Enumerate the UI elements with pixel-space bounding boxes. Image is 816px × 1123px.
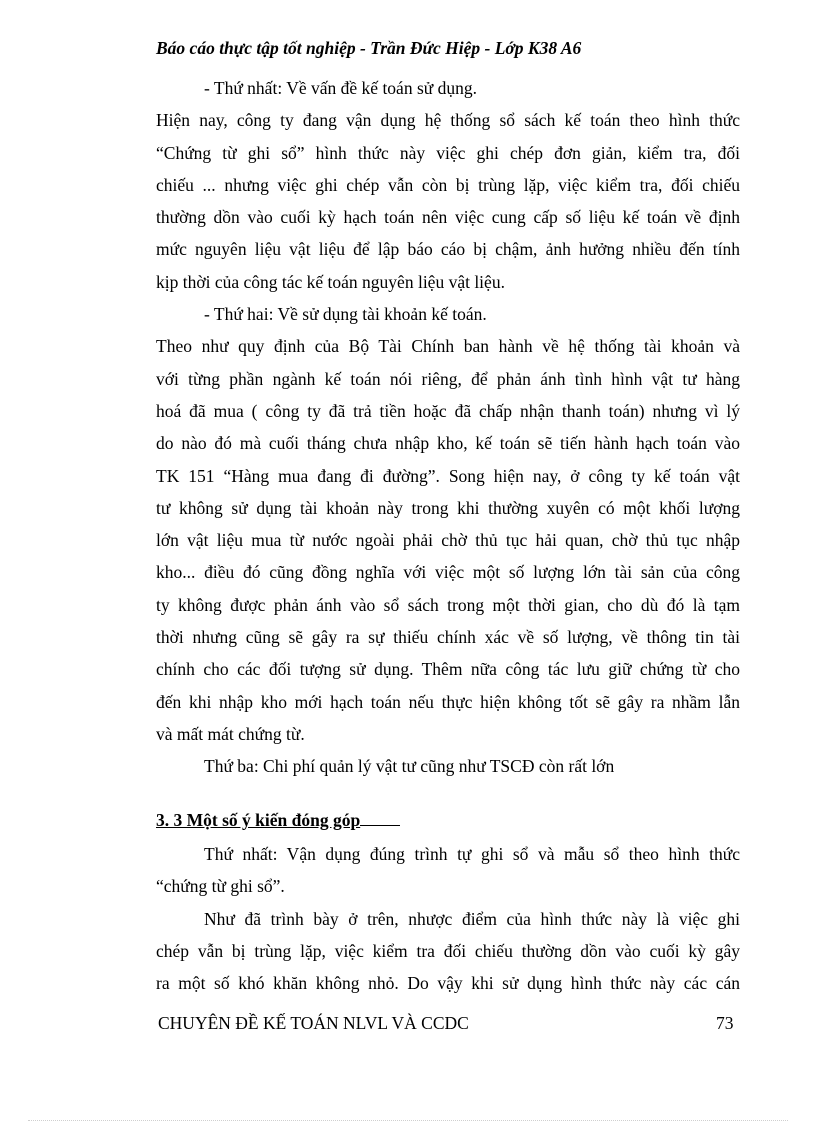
section-body-2 (156, 838, 740, 999)
paragraph-line: chép vẫn bị trùng lặp, việc kiểm tra đối chiếu thường dồn vào cuối kỳ gây (156, 940, 740, 961)
paragraph-line: Như đã trình bày ở trên, nhược điểm của hình thức này là việc ghi (204, 908, 740, 929)
paragraph-line: kịp thời của công tác kế toán nguyên liệu vật liệu. (156, 271, 505, 292)
paragraph-line: chính cho các đối tượng sử dụng. Thêm nữa công tác lưu giữ chứng từ cho (156, 659, 740, 680)
paragraph-line: Hiện nay, công ty đang vận dụng hệ thống sổ sách kế toán theo hình thức (156, 110, 740, 131)
paragraph-line: và mất mát chứng từ. (156, 723, 305, 744)
paragraph-line: tư không sử dụng tài khoản này trong khi thường xuyên có một khối lượng (156, 497, 740, 518)
paragraph-line: Theo như quy định của Bộ Tài Chính ban hành về hệ thống tài khoản và (156, 336, 740, 357)
paragraph-line: mức nguyên liệu vật liệu để lập báo cáo bị chậm, ảnh hưởng nhiều đến tính (156, 239, 740, 260)
paragraph-line: do nào đó mà cuối tháng chưa nhập kho, kế toán sẽ tiến hành hạch toán vào (156, 433, 740, 454)
paragraph-line: với từng phần ngành kế toán nói riêng, để phản ánh tình hình vật tư hàng (156, 368, 740, 389)
paragraph-line: đến khi nhập kho mới hạch toán nếu thực hiện không tốt sẽ gây ra nhầm lẫn (156, 691, 740, 712)
paragraph-line: hoá đã mua ( công ty đã trả tiền hoặc đã chấp nhận thanh toán) nhưng vì lý (156, 400, 740, 421)
page-footer-title: CHUYÊN ĐỀ KẾ TOÁN NLVL VÀ CCDC (158, 1013, 469, 1033)
section-body-1 (156, 72, 740, 783)
paragraph-line: thời nhưng cũng sẽ gây ra sự thiếu chính xác về số lượng, về thông tin tài (156, 627, 740, 648)
paragraph-line: chiếu ... nhưng việc ghi chép vẫn còn bị trùng lặp, việc kiểm tra, đối chiếu (156, 174, 740, 195)
section-heading-text: 3. 3 Một số ý kiến đóng góp (156, 810, 361, 830)
paragraph-line: - Thứ hai: Về sử dụng tài khoản kế toán. (204, 304, 487, 325)
section-heading (156, 810, 400, 831)
paragraph-line: - Thứ nhất: Về vấn đề kế toán sử dụng. (204, 78, 477, 98)
page-bottom-border (28, 1120, 788, 1121)
paragraph-line: TK 151 “Hàng mua đang đi đường”. Song hiện nay, ở công ty kế toán vật (156, 465, 740, 486)
page-header: Báo cáo thực tập tốt nghiệp - Trần Đức Hiệp - Lớp K38 A6 (156, 38, 582, 58)
paragraph-line: Thứ nhất: Vận dụng đúng trình tự ghi sổ và mẫu sổ theo hình thức (204, 844, 740, 864)
paragraph-line: ra một số khó khăn không nhỏ. Do vậy khi sử dụng hình thức này các cán (156, 973, 740, 994)
paragraph-line: “chứng từ ghi sổ”. (156, 876, 285, 897)
paragraph-line: “Chứng từ ghi sổ” hình thức này việc ghi chép đơn giản, kiểm tra, đối (156, 142, 740, 163)
paragraph-line: kho... điều đó cũng đồng nghĩa với việc một số lượng lớn tài sản của công (156, 562, 740, 583)
heading-underline-tail (360, 813, 400, 826)
paragraph-line: Thứ ba: Chi phí quản lý vật tư cũng như TSCĐ còn rất lớn (204, 756, 615, 777)
paragraph-line: lớn vật liệu mua từ nước ngoài phải chờ thủ tục hải quan, chờ thủ tục nhập (156, 530, 740, 551)
page-number: 73 (716, 1013, 734, 1033)
paragraph-line: ty không được phản ánh vào sổ sách trong một thời gian, cho dù đó là tạm (156, 594, 740, 615)
paragraph-line: thường dồn vào cuối kỳ hạch toán nên việc cung cấp số liệu kế toán về định (156, 207, 740, 228)
